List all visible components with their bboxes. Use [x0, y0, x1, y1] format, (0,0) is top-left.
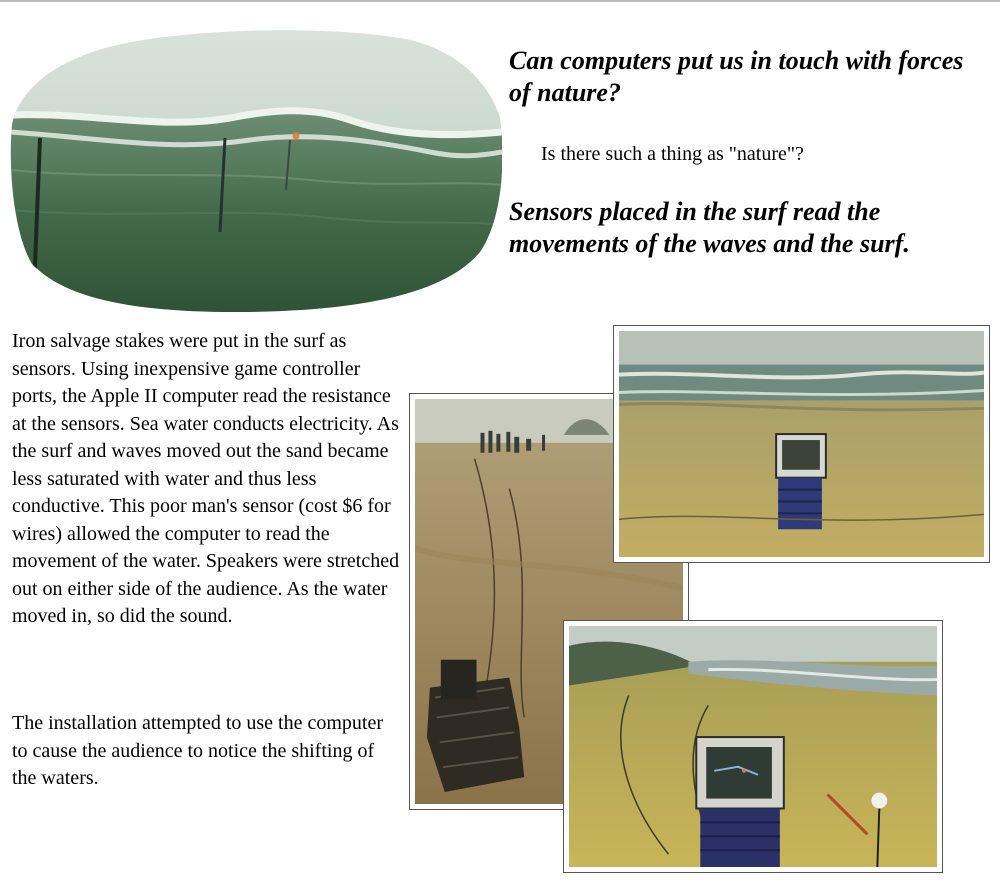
top-rule: [0, 0, 1000, 2]
surf-photo: [10, 20, 502, 314]
monitor-beach-photo: [563, 620, 943, 873]
description-paragraph: Iron salvage stakes were put in the surf as sensors. Using inexpensive game controller ports, the Apple II computer read the resistance at the sensors. Sea water conducts electricity. As the surf and waves moved out the sand became less saturated with water and thus less conductive. This poor man's sensor (cost $6 for wires) allowed the computer to read the movement of the water. Speakers were stretched out on either side of the audience. As the water moved in, so did the sound.: [12, 330, 400, 627]
nature-question: Is there such a thing as "nature"?: [541, 143, 804, 165]
conclusion-paragraph: The installation attempted to use the computer to cause the audience to notice the shifting of the waters.: [12, 712, 384, 789]
headline-statement: Sensors placed in the surf read the movements of the waves and the surf.: [509, 197, 910, 258]
headline-question: Can computers put us in touch with forces of nature?: [509, 46, 964, 107]
monitor-shore-photo: [613, 325, 990, 563]
